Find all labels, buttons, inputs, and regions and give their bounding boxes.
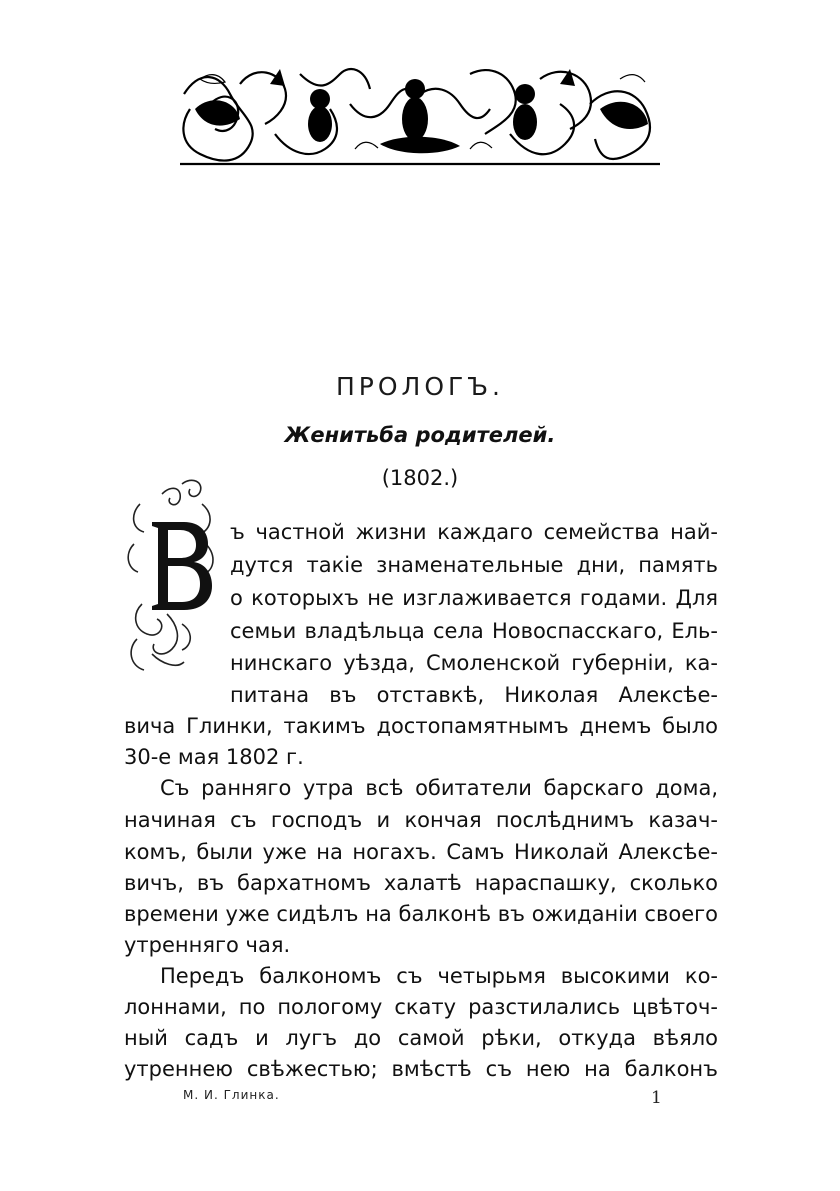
paragraph3-line-3: ный садъ и лугъ до самой рѣки, откуда вѣяло <box>124 1026 718 1050</box>
paragraph1-line-1: ъ частной жизни каждаго семейства най- <box>230 520 718 544</box>
paragraph3-line-2: лоннами, по пологому скату разстилались цвѣточ- <box>124 995 718 1019</box>
paragraph2-line-1: Съ ранняго утра всѣ обитатели барскаго дома, <box>160 776 718 800</box>
chapter-subtitle: Женитьба родителей. <box>284 423 556 447</box>
paragraph2-line-3: комъ, были уже на ногахъ. Самъ Николай Алексѣе- <box>124 840 718 864</box>
chapter-year: (1802.) <box>381 466 459 490</box>
paragraph3-line-1: Передъ балкономъ съ четырьмя высокими ко- <box>160 964 718 988</box>
paragraph2-line-6: утренняго чая. <box>124 933 291 957</box>
paragraph1-line-5: нинскаго уѣзда, Смоленской губерніи, ка- <box>230 651 718 675</box>
footer-author-signature: М. И. Глинка. <box>183 1088 280 1102</box>
paragraph1-line-7: вича Глинки, такимъ достопамятнымъ днемъ было <box>124 714 718 738</box>
page-number: 1 <box>651 1088 662 1108</box>
paragraph1-line-4: семьи владѣльца села Новоспасскаго, Ель- <box>230 619 718 643</box>
paragraph1-line-3: о которыхъ не изглаживается годами. Для <box>230 586 718 610</box>
ornate-initial-letter-v-icon <box>122 474 218 680</box>
paragraph1-line-2: дутся такіе знаменательные дни, память <box>230 553 718 577</box>
paragraph1-line-6: питана въ отставкѣ, Николая Алексѣе- <box>230 683 718 707</box>
paragraph2-line-2: начиная съ господъ и кончая послѣднимъ казач- <box>124 808 718 832</box>
paragraph1-line-8: 30-е мая 1802 г. <box>124 745 304 769</box>
ornamental-headpiece-icon <box>180 64 660 169</box>
paragraph3-line-4: утреннею свѣжестью; вмѣстѣ съ нею на балконъ <box>124 1057 718 1081</box>
chapter-title: ПРОЛОГЪ. <box>335 372 505 401</box>
paragraph2-line-4: вичъ, въ бархатномъ халатѣ нараспашку, сколько <box>124 871 718 895</box>
paragraph2-line-5: времени уже сидѣлъ на балконѣ въ ожиданіи своего <box>124 902 718 926</box>
